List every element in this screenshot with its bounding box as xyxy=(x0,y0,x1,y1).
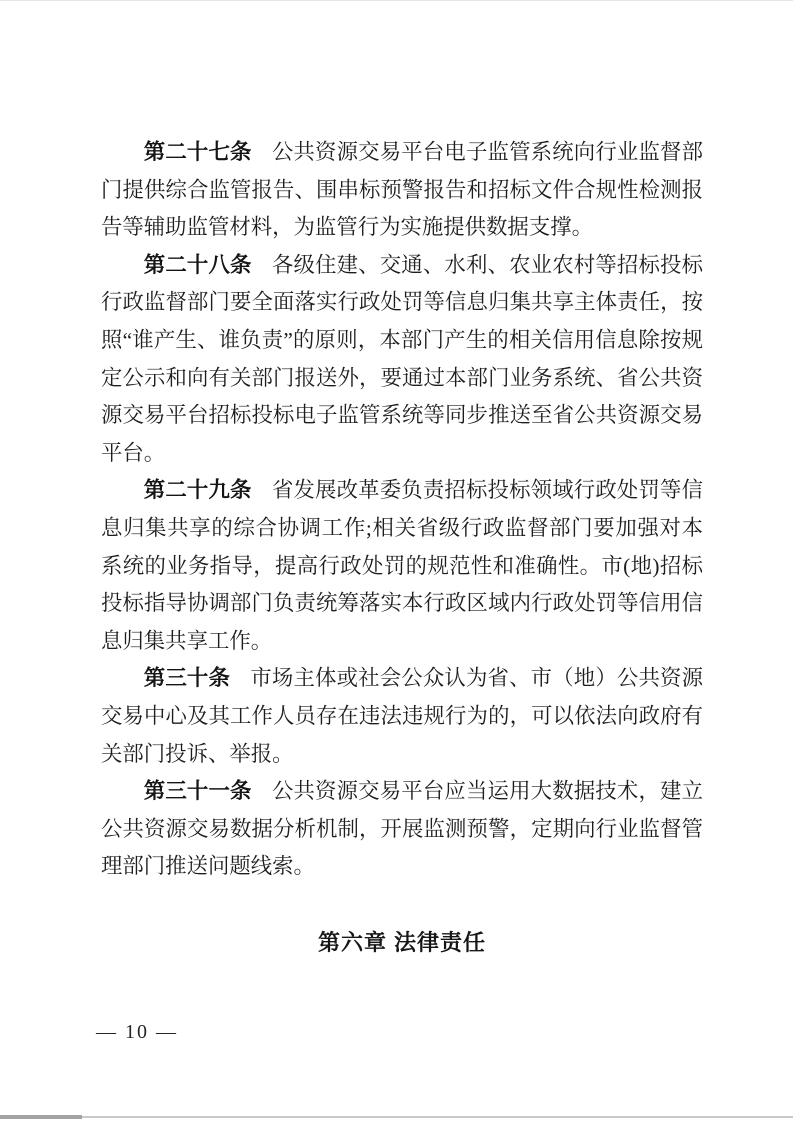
article-paragraph-29 xyxy=(101,472,703,660)
article-text: 省发展改革委负责招标投标领域行政处罚等信息归集共享的综合协调工作;相关省级行政监督部门要加强对本系统的业务指导，提高行政处罚的规范性和准确性。市(地)招标投标指导协调部门负责统筹落实本行政区域内行政处罚等信用信息归集共享工作。 xyxy=(101,478,703,653)
article-paragraph-27 xyxy=(101,134,703,247)
article-text: 各级住建、交通、水利、农业农村等招标投标行政监督部门要全面落实行政处罚等信息归集共享主体责任，按照“谁产生、谁负责”的原则，本部门产生的相关信用信息除按规定公示和向有关部门报送外，要通过本部门业务系统、省公共资源交易平台招标投标电子监管系统等同步推送至省公共资源交易平台。 xyxy=(101,252,703,465)
page-number: — 10 — xyxy=(96,1021,178,1043)
article-text: 公共资源交易平台电子监管系统向行业监督部门提供综合监管报告、围串标预警报告和招标文件合规性检测报告等辅助监管材料，为监管行为实施提供数据支撑。 xyxy=(101,140,703,240)
article-paragraph-31 xyxy=(101,773,703,886)
article-paragraph-30 xyxy=(101,660,703,773)
article-number: 第三十一条 xyxy=(143,779,252,804)
chapter-heading: 第六章 法律责任 xyxy=(317,929,487,955)
article-number: 第三十条 xyxy=(143,666,231,691)
article-text: 公共资源交易平台应当运用大数据技术，建立公共资源交易数据分析机制，开展监测预警，定期向行业监督管理部门推送问题线索。 xyxy=(101,779,703,879)
scan-edge-bottom xyxy=(0,1116,793,1118)
article-text: 市场主体或社会公众认为省、市（地）公共资源交易中心及其工作人员存在违法违规行为的，可以依法向政府有关部门投诉、举报。 xyxy=(101,666,703,766)
document-body xyxy=(101,134,703,957)
article-paragraph-28 xyxy=(101,247,703,473)
article-number: 第二十八条 xyxy=(143,252,252,277)
scan-edge-top xyxy=(0,0,793,1)
article-number: 第二十九条 xyxy=(143,478,252,503)
article-number: 第二十七条 xyxy=(143,140,252,164)
scan-edge-bottom-dark-segment xyxy=(0,1115,82,1119)
